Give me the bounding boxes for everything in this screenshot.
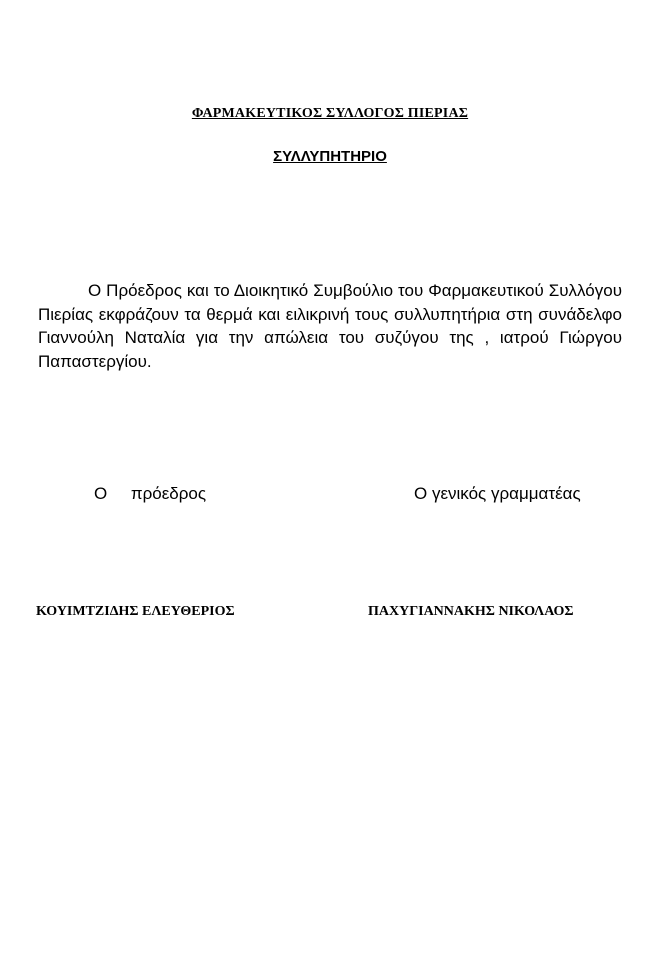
president-name: ΚΟΥΙΜΤΖΙΔΗΣ ΕΛΕΥΘΕΡΙΟΣ (36, 604, 235, 619)
condolence-message: Ο Πρόεδρος και το Διοικητικό Συμβούλιο του Φαρμακευτικού Συλλόγου Πιερίας εκφράζουν τα θερμά και ειλικρινή τους συλλυπητήρια στη συνάδελφο Γιαννούλη Ναταλία για την απώλεια του συζύγου της , ιατρού Γιώργου Παπαστεργίου. (38, 281, 622, 371)
secretary-role: Ο γενικός γραμματέας (414, 484, 581, 503)
document-title: ΣΥΛΛΥΠΗΤΗΡΙΟ (273, 148, 387, 165)
president-role: Ο πρόεδρος (94, 484, 207, 503)
secretary-name: ΠΑΧΥΓΙΑΝΝΑΚΗΣ ΝΙΚΟΛΑΟΣ (368, 604, 574, 619)
organization-title: ΦΑΡΜΑΚΕΥΤΙΚΟΣ ΣΥΛΛΟΓΟΣ ΠΙΕΡΙΑΣ (191, 106, 469, 121)
